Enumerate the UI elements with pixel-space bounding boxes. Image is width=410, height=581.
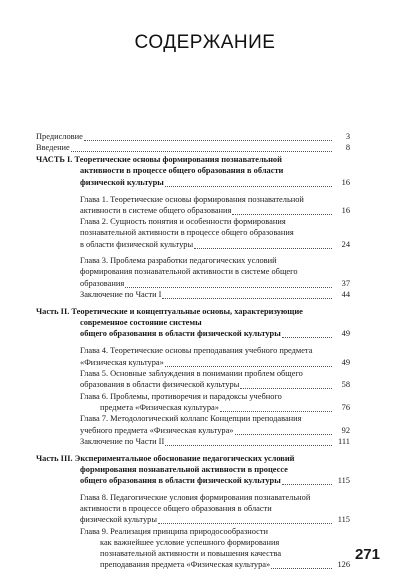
dot-leader: [165, 176, 332, 187]
toc-entry-text: активности в процессе общего образования в области: [80, 166, 284, 175]
toc-line: [0, 437, 410, 448]
toc-line: [0, 155, 410, 166]
toc-entry-text: Предисловие: [36, 132, 83, 141]
toc-line: [0, 206, 410, 217]
toc-line: [0, 527, 410, 538]
toc-page-number: 92: [341, 426, 350, 435]
dot-leader: [125, 277, 332, 288]
toc-entry-text: образования: [80, 279, 125, 288]
toc-line: [0, 290, 410, 301]
toc-entry-text: Глава 5. Основные заблуждения в понимании проблем общего: [80, 369, 303, 378]
toc-page-number: 58: [341, 380, 350, 389]
toc-entry-text: образования в области физической культуры: [80, 380, 240, 389]
toc-page-number: 49: [341, 358, 350, 367]
toc-line: [0, 143, 410, 154]
toc-entry-text: Глава 7. Методологический коллапс Концепции преподавания: [80, 414, 302, 423]
page-number: 271: [354, 546, 380, 563]
toc-line: [0, 240, 410, 251]
toc-entry-text: познавательной активности в процессе общего образования: [80, 228, 294, 237]
toc-line: [0, 369, 410, 380]
toc-line: [0, 414, 410, 425]
toc-page-number: 115: [337, 476, 350, 485]
dot-leader: [165, 435, 332, 446]
toc-entry-text: ЧАСТЬ I. Теоретические основы формирования познавательной: [36, 155, 282, 164]
toc-line: [0, 256, 410, 267]
toc-entry-text: Глава 6. Проблемы, противоречия и парадоксы учебного: [80, 392, 282, 401]
toc-entry-text: учебного предмета «Физическая культура»: [80, 426, 234, 435]
toc-line: [0, 358, 410, 369]
toc-line: [0, 454, 410, 465]
toc-line: [0, 465, 410, 476]
dot-leader: [84, 130, 332, 141]
toc-page-number: 49: [341, 329, 350, 338]
toc-line: [0, 493, 410, 504]
toc-entry-text: общего образования в области физической культуры: [80, 476, 281, 485]
toc-entry-text: формирования познавательной активности в процессе: [80, 465, 288, 474]
toc-line: [0, 195, 410, 206]
toc-line: [0, 217, 410, 228]
dot-leader: [165, 356, 332, 367]
toc-entry-text: Глава 2. Сущность понятия и особенности формирования: [80, 217, 286, 226]
toc-entry-text: физической культуры: [80, 178, 164, 187]
toc-entry-text: Часть III. Экспериментальное обоснование педагогических условий: [36, 454, 295, 463]
toc-entry-text: как важнейшее условие успешного формирования: [100, 538, 280, 547]
toc-entry-text: Глава 1. Теоретические основы формирования познавательной: [80, 195, 304, 204]
toc-line: [0, 515, 410, 526]
toc-entry-text: активности в системе общего образования: [80, 206, 232, 215]
toc-entry-text: физической культуры: [80, 515, 157, 524]
toc-line: [0, 318, 410, 329]
toc-line: [0, 392, 410, 403]
toc-entry-text: Глава 9. Реализация принципа природосообразности: [80, 527, 269, 536]
toc-entry-text: предмета «Физическая культура»: [100, 403, 219, 412]
toc-entry-text: в области физической культуры: [80, 240, 194, 249]
toc-page-number: 16: [341, 178, 350, 187]
toc-line: [0, 476, 410, 487]
toc-page-number: 37: [341, 279, 350, 288]
toc-entry-text: преподавания предмета «Физическая культура»: [100, 560, 271, 569]
toc-entry-text: современное состояние системы: [80, 318, 202, 327]
toc-entry-text: Глава 4. Теоретические основы преподавания учебного предмета: [80, 346, 313, 355]
toc-entry-text: Глава 8. Педагогические условия формирования познавательной: [80, 493, 311, 502]
toc-line: [0, 178, 410, 189]
toc-entry-text: общего образования в области физической культуры: [80, 329, 281, 338]
dot-leader: [162, 288, 332, 299]
toc-line: [0, 380, 410, 391]
toc-entry-text: Глава 3. Проблема разработки педагогических условий: [80, 256, 277, 265]
toc-line: [0, 329, 410, 340]
toc-line: [0, 307, 410, 318]
toc-line: [0, 403, 410, 414]
toc-page-number: 16: [341, 206, 350, 215]
dot-leader: [158, 513, 332, 524]
toc-page-number: 3: [345, 132, 350, 141]
dot-leader: [71, 141, 332, 152]
toc-entry-text: познавательной активности и повышения качества: [100, 549, 282, 558]
toc-entry-text: Часть II. Теоретические и концептуальные основы, характеризующие: [36, 307, 303, 316]
toc-page-number: 76: [341, 403, 350, 412]
toc-entry-text: «Физическая культура»: [80, 358, 164, 367]
toc-page-number: 115: [337, 515, 350, 524]
toc-page-number: 111: [338, 437, 350, 446]
toc-entry-text: формирования познавательной активности в системе общего: [80, 267, 298, 276]
toc-entry-text: Заключение по Части II: [80, 437, 165, 446]
toc-page-number: 44: [341, 290, 350, 299]
page-title: СОДЕРЖАНИЕ: [134, 32, 276, 53]
toc-entry-text: Заключение по Части I: [80, 290, 162, 299]
toc-page-number: 126: [337, 560, 350, 569]
toc-entry-text: активности в процессе общего образования в области: [80, 504, 272, 513]
toc-page-number: 8: [345, 143, 350, 152]
toc-entry-text: Введение: [36, 143, 70, 152]
toc-page-number: 24: [341, 240, 350, 249]
